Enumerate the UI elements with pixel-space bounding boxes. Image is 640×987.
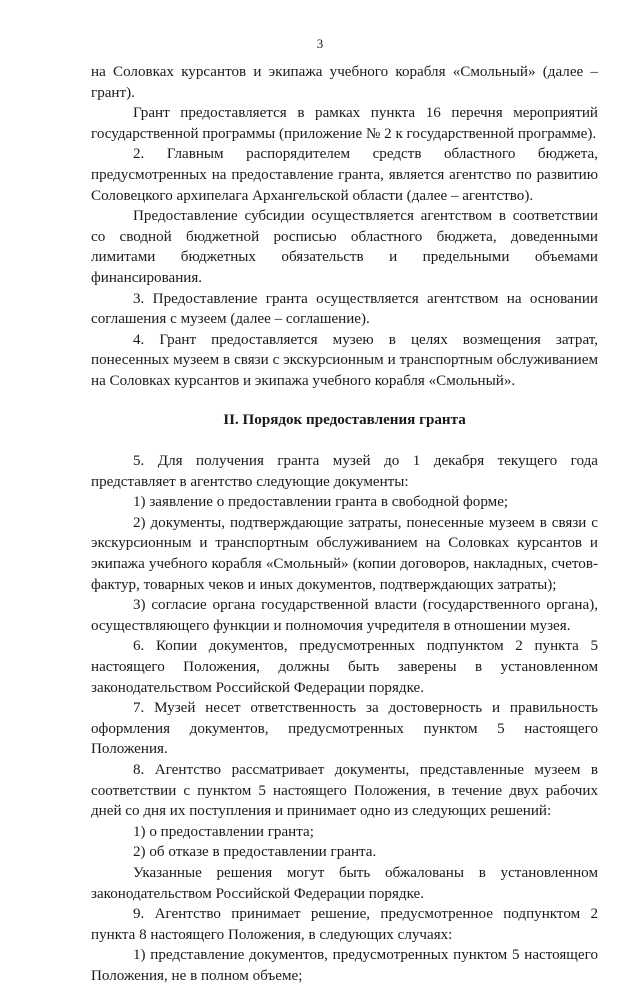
section-2 <box>91 451 598 986</box>
paragraph-item-2: 2. Главным распорядителем средств областного бюджета, предусмотренных на предоставление гранта, является агентство по развитию Соловецкого архипелага Архангельской области (далее – агентство). <box>91 146 598 204</box>
paragraph: Предоставление субсидии осуществляется агентством в соответствии со сводной бюджетной росписью областного бюджета, доведенными лимитами бюджетных обязательств и предельными объемами финансирования. <box>91 208 598 286</box>
paragraph-item-9: 9. Агентство принимает решение, предусмотренное подпунктом 2 пункта 8 настоящего Положения, в следующих случаях: <box>91 906 598 943</box>
paragraph: Грант предоставляется в рамках пункта 16 перечня мероприятий государственной программы (приложение № 2 к государственной программе). <box>91 105 598 142</box>
subitem: 1) представление документов, предусмотренных пунктом 5 настоящего Положения, не в полном объеме; <box>91 947 598 984</box>
paragraph-continuation: на Соловках курсантов и экипажа учебного корабля «Смольный» (далее – грант). <box>91 64 598 101</box>
subitem: 2) об отказе в предоставлении гранта. <box>133 844 377 861</box>
page-number: 3 <box>316 36 324 51</box>
paragraph-item-5: 5. Для получения гранта музей до 1 декабря текущего года представляет в агентство следующие документы: <box>91 453 598 490</box>
paragraph-item-8: 8. Агентство рассматривает документы, представленные музеем в соответствии с пунктом 5 настоящего Положения, в течение двух рабочих дней со дня их поступления и принимает одно из следующих решений: <box>91 762 598 820</box>
paragraph: Указанные решения могут быть обжалованы в установленном законодательством Российской Федерации порядке. <box>91 864 598 902</box>
section-1 <box>91 62 598 392</box>
subitem: 2) документы, подтверждающие затраты, понесенные музеем в связи с экскурсионным и транспортным обслуживанием на Соловках курсантов и экипажа учебного корабля «Смольный» (копии договоров, накладных, счетов-фактур, товарных чеков и иных документов, подтверждающих затраты); <box>91 514 598 593</box>
subitem: 1) заявление о предоставлении гранта в свободной форме; <box>133 494 509 511</box>
document-body <box>91 62 598 987</box>
paragraph-item-6: 6. Копии документов, предусмотренных подпунктом 2 пункта 5 настоящего Положения, должны быть заверены в установленном законодательством Российской Федерации порядке. <box>91 638 598 696</box>
paragraph-item-7: 7. Музей несет ответственность за достоверность и правильность оформления документов, предусмотренных пунктом 5 настоящего Положения. <box>91 700 598 758</box>
section-heading: II. Порядок предоставления гранта <box>223 411 466 428</box>
paragraph-item-3: 3. Предоставление гранта осуществляется агентством на основании соглашения с музеем (далее – соглашение). <box>91 290 598 328</box>
subitem: 1) о предоставлении гранта; <box>133 823 314 840</box>
subitem: 3) согласие органа государственной власти (государственного органа), осуществляющего функции и полномочия учредителя в отношении музея. <box>91 597 598 634</box>
paragraph-item-4: 4. Грант предоставляется музею в целях возмещения затрат, понесенных музеем в связи с экскурсионным и транспортным обслуживанием на Соловках курсантов и экипажа учебного корабля «Смольный». <box>91 331 598 389</box>
